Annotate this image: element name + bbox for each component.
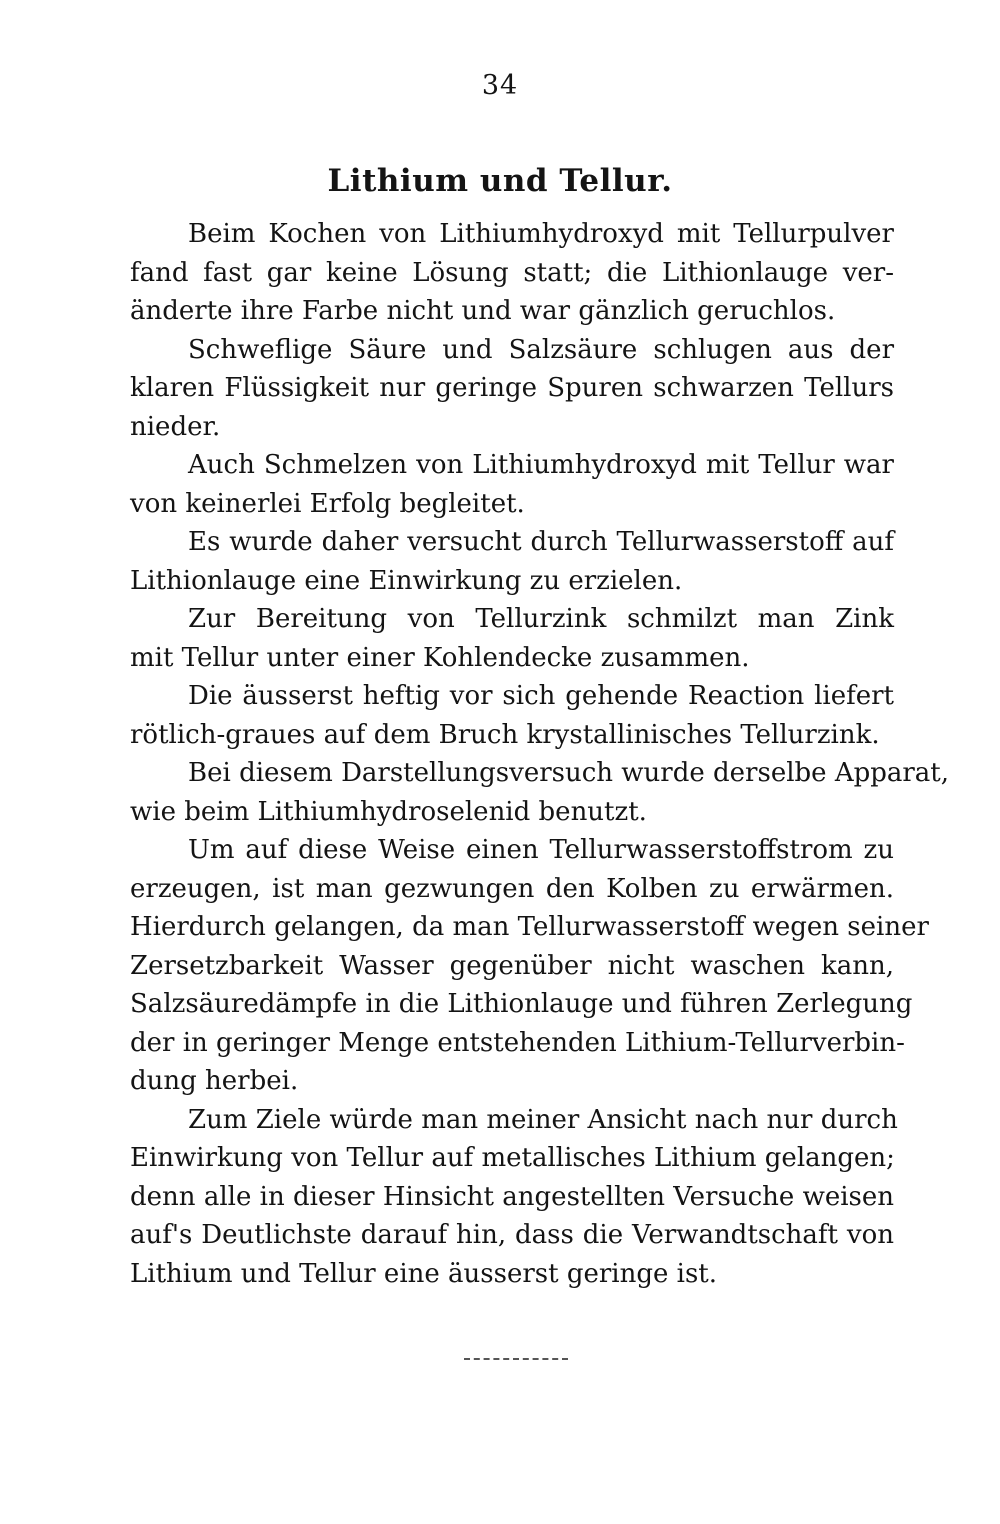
text-line: mit Tellur unter einer Kohlendecke zusammen. bbox=[130, 642, 750, 673]
text-line: denn alle in dieser Hinsicht angestellten Versuche weisen bbox=[130, 1181, 894, 1212]
text-line: wie beim Lithiumhydroselenid benutzt. bbox=[130, 796, 647, 827]
text-line: dung herbei. bbox=[130, 1066, 299, 1096]
text-line: Lithium und Tellur eine äusserst geringe ist. bbox=[130, 1258, 718, 1289]
text-line: Zur Bereitung von Tellurzink schmilzt man Zink bbox=[188, 604, 894, 634]
text-line: Schweflige Säure und Salzsäure schlugen aus der bbox=[188, 334, 894, 365]
text-line: Die äusserst heftig vor sich gehende Reaction liefert bbox=[188, 681, 894, 711]
text-line: klaren Flüssigkeit nur geringe Spuren schwarzen Tellurs bbox=[130, 373, 894, 403]
section-heading: Lithium und Tellur. bbox=[327, 163, 673, 199]
text-line: Beim Kochen von Lithiumhydroxyd mit Tellurpulver bbox=[188, 219, 894, 249]
text-line: Einwirkung von Tellur auf metallisches Lithium gelangen; bbox=[130, 1143, 895, 1173]
text-line: änderte ihre Farbe nicht und war gänzlich geruchlos. bbox=[130, 296, 836, 326]
text-line: Zersetzbarkeit Wasser gegenüber nicht waschen kann, bbox=[130, 950, 894, 981]
text-line: Lithionlauge eine Einwirkung zu erzielen. bbox=[130, 565, 683, 596]
body-text bbox=[130, 215, 950, 1293]
text-line: Zum Ziele würde man meiner Ansicht nach nur durch bbox=[188, 1104, 898, 1135]
text-line: Salzsäuredämpfe in die Lithionlauge und führen Zerlegung bbox=[130, 989, 913, 1019]
text-line: Bei diesem Darstellungsversuch wurde derselbe Apparat, bbox=[188, 758, 950, 788]
text-line: erzeugen, ist man gezwungen den Kolben zu erwärmen. bbox=[130, 873, 894, 904]
text-line: Es wurde daher versucht durch Tellurwasserstoff auf bbox=[188, 527, 894, 557]
text-line: auf's Deutlichste darauf hin, dass die Verwandtschaft von bbox=[130, 1220, 894, 1250]
page-number: 34 bbox=[481, 70, 519, 101]
text-line: Auch Schmelzen von Lithiumhydroxyd mit Tellur war bbox=[188, 450, 894, 480]
text-line: rötlich-graues auf dem Bruch krystallinisches Tellurzink. bbox=[130, 719, 880, 750]
text-line: fand fast gar keine Lösung statt; die Lithionlauge ver- bbox=[130, 257, 894, 288]
text-line: der in geringer Menge entstehenden Lithium-Tellurverbin- bbox=[130, 1027, 905, 1058]
text-line: Um auf diese Weise einen Tellurwasserstoffstrom zu bbox=[188, 835, 894, 865]
text-line: nieder. bbox=[130, 411, 221, 442]
end-rule bbox=[464, 1358, 568, 1362]
text-line: von keinerlei Erfolg begleitet. bbox=[130, 488, 525, 519]
text-line: Hierdurch gelangen, da man Tellurwasserstoff wegen seiner bbox=[130, 912, 929, 942]
